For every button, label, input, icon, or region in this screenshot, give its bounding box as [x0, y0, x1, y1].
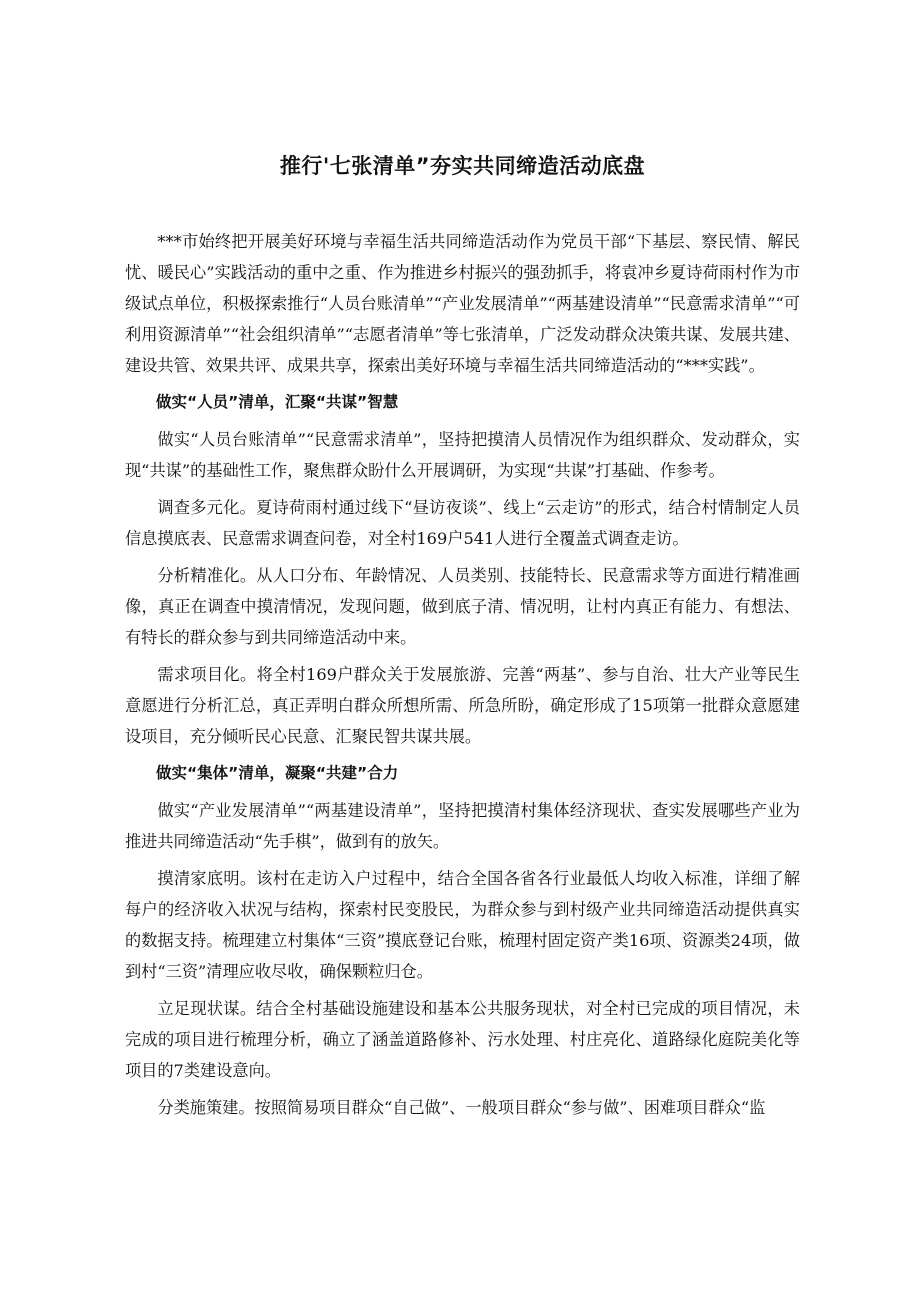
section-1-paragraph-4: 需求项目化。将全村169户群众关于发展旅游、完善“两基”、参与自治、壮大产业等民生意愿进行分析汇总，真正弄明白群众所想所需、所急所盼，确定形成了15项第一批群众意愿建设项目，充分倾听民心民意、汇聚民智共谋共展。 — [125, 665, 800, 746]
section-2-paragraph-4: 分类施策建。按照简易项目群众“自己做”、一般项目群众“参与做”、困难项目群众“监 — [157, 1098, 766, 1117]
section-1-heading: 做实“人员”清单，汇聚“共谋”智慧 — [156, 393, 399, 411]
section-1-paragraph-3: 分析精准化。从人口分布、年龄情况、人员类别、技能特长、民意需求等方面进行精准画像，真正在调查中摸清情况，发现问题，做到底子清、情况明，让村内真正有能力、有想法、有特长的群众参与到共同缔造活动中来。 — [125, 566, 800, 647]
document-title: 推行'七张清单”夯实共同缔造活动底盘 — [279, 154, 646, 178]
section-2-heading: 做实“集体”清单，凝聚“共建”合力 — [156, 764, 399, 782]
document-page — [125, 150, 800, 1129]
section-2-paragraph-3: 立足现状谋。结合全村基础设施建设和基本公共服务现状，对全村已完成的项目情况，未完成的项目进行梳理分析，确立了涵盖道路修补、污水处理、村庄亮化、道路绿化庭院美化等项目的7类建设意向。 — [125, 999, 800, 1080]
section-2-paragraph-1: 做实“产业发展清单”“两基建设清单”，坚持把摸清村集体经济现状、查实发展哪些产业为推进共同缔造活动“先手棋”，做到有的放矢。 — [125, 801, 800, 851]
intro-paragraph: ***市始终把开展美好环境与幸福生活共同缔造活动作为党员干部“下基层、察民情、解民忧、暖民心”实践活动的重中之重、作为推进乡村振兴的强劲抓手，将袁冲乡夏诗荷雨村作为市级试点单位，积极探索推行“人员台账清单”“产业发展清单”“两基建设清单”“民意需求清单”“可利用资源清单”“社会组织清单”“志愿者清单”等七张清单，广泛发动群众决策共谋、发展共建、建设共管、效果共评、成果共享，探索出美好环境与幸福生活共同缔造活动的“***实践”。 — [125, 232, 800, 375]
section-1-paragraph-2: 调查多元化。夏诗荷雨村通过线下“昼访夜谈”、线上“云走访”的形式，结合村情制定人员信息摸底表、民意需求调查问卷，对全村169户541人进行全覆盖式调查走访。 — [125, 498, 800, 548]
section-2-paragraph-2: 摸清家底明。该村在走访入户过程中，结合全国各省各行业最低人均收入标准，详细了解每户的经济收入状况与结构，探索村民变股民，为群众参与到村级产业共同缔造活动提供真实的数据支持。梳理建立村集体“三资”摸底登记台账，梳理村固定资产类16项、资源类24项，做到村“三资”清理应收尽收，确保颗粒归仓。 — [125, 869, 800, 981]
section-1-paragraph-1: 做实“人员台账清单”“民意需求清单”，坚持把摸清人员情况作为组织群众、发动群众，实现“共谋”的基础性工作，聚焦群众盼什么开展调研，为实现“共谋”打基础、作参考。 — [125, 430, 800, 480]
